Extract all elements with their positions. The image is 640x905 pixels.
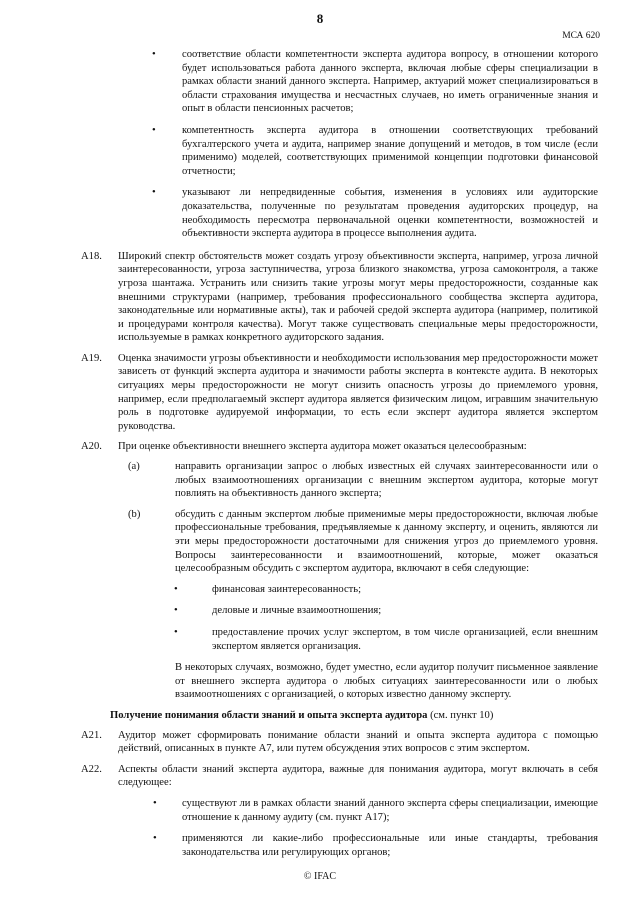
paragraph-a20 (81, 440, 598, 454)
paragraph-text: Широкий спектр обстоятельств может создать угрозу объективности эксперта, например, угроза личной заинтересованности, угроза заступничества, угроза близкого знакомства, угроза самоконтроля, а также угроза шантажа. Устранить или снизить такие угрозы могут меры предосторожности, созданные как внешними структурами (например, требования профессионального сообщества эксперта аудитора, законодательные или нормативные акты), так и рабочей средой эксперта аудитора (например, политикой и процедурами контроля качества). Могут также существовать специальные меры предосторожности, используемые в рамках конкретного аудиторского задания. (118, 250, 598, 344)
list-item-text: деловые и личные взаимоотношения; (212, 605, 382, 617)
list-item-text: указывают ли непредвиденные события, изменения в условиях или аудиторские доказательства, полученные по результатам проведения аудиторских процедур, на необходимость пересмотра первоначальной оценки компетентности, возможностей и объективности эксперта аудитора в процессе выполнения аудита. (182, 187, 598, 240)
bullet-icon: • (152, 124, 156, 136)
paragraph-a22 (81, 763, 598, 790)
list-item-text: компетентность эксперта аудитора в отношении соответствующих требований бухгалтерского учета и аудита, например знание допущений и методов, в том числе (если применимо) моделей, соответствующих применимой концепции подготовки финансовой отчетности; (182, 124, 598, 177)
list-item-text: соответствие области компетентности эксперта аудитора вопросу, в отношении которого будет использоваться работа данного эксперта, включая любые сферы специализации в рамках области знаний данного эксперта. Например, актуарий может специализироваться в области страхования имущества и несчастных случаев, но иметь ограниченные знания и опыт в области пенсионных расчетов; (182, 49, 598, 115)
section-heading-title: Получение понимания области знаний и опыта эксперта аудитора (110, 709, 428, 721)
paragraph-number: A20. (81, 441, 102, 453)
page-number: 8 (316, 11, 324, 26)
list-item (153, 832, 598, 859)
sub-item-label: (a) (128, 461, 140, 473)
list-item-text: предоставление прочих услуг экспертом, в том числе организацией, если внешним экспертом является организация. (212, 626, 598, 652)
footer-copyright: © IFAC (303, 871, 337, 882)
bullet-icon: • (174, 583, 178, 595)
bullet-icon: • (152, 187, 156, 199)
paragraph-text: Аспекты области знаний эксперта аудитора, важные для понимания аудитора, могут включать в себя следующее: (118, 763, 598, 789)
list-item (118, 124, 598, 178)
sub-item-label: (b) (128, 508, 141, 520)
list-item (174, 604, 598, 618)
paragraph-text: При оценке объективности внешнего эксперта аудитора может оказаться целесообразным: (118, 441, 527, 453)
document-code: МСА 620 (562, 31, 600, 41)
list-item (153, 797, 598, 824)
section-heading-ref: (см. пункт 10) (430, 709, 494, 721)
list-item (118, 186, 598, 240)
paragraph-text: Аудитор может сформировать понимание области знаний и опыта эксперта аудитора с помощью действий, описанных в пункте A7, или путем обсуждения этих вопросов с этим экспертом. (118, 729, 598, 755)
paragraph-text: Оценка значимости угрозы объективности и необходимости использования мер предосторожности может зависеть от функций эксперта аудитора и значимости работы эксперта в контексте аудита. В некоторых ситуациях меры предосторожности не могут снизить опасность угрозы до приемлемого уровня, например, если предполагаемый эксперт аудитора является физическим лицом, игравшим значительную роль в подготовке аудируемой информации, то есть если эксперт аудитора является экспертом руководства. (118, 352, 598, 432)
paragraph-number: A19. (81, 352, 102, 364)
sub-item-a (118, 460, 598, 501)
bullet-icon: • (152, 49, 156, 60)
list-item (174, 626, 598, 653)
bullet-icon: • (174, 626, 178, 638)
paragraph-a21 (81, 729, 598, 756)
sub-item-text: обсудить с данным экспертом любые применимые меры предосторожности, включая любые профессиональные требования, предъявляемые к данному эксперту, и оценить, являются ли эти меры предосторожности достаточными для снижения угроз до приемлемого уровня. Вопросы заинтересованности и взаимоотношений, которые, может оказаться целесообразным обсудить с экспертом аудитора, включают в себя следующие: (175, 508, 598, 575)
list-item-text: финансовая заинтересованность; (212, 583, 362, 595)
paragraph-number: A18. (81, 250, 102, 262)
bullet-icon: • (174, 605, 178, 617)
paragraph-number: A21. (81, 729, 102, 741)
sub-item-closing (118, 661, 598, 702)
bullet-icon: • (153, 833, 157, 845)
bullet-icon: • (153, 797, 157, 809)
sub-item-b (118, 508, 598, 576)
list-item-text: существуют ли в рамках области знаний данного эксперта сферы специализации, имеющие отношение к данному аудиту (см. пункт A17); (182, 797, 598, 823)
document-body (81, 48, 598, 867)
paragraph-number: A22. (81, 763, 102, 775)
sub-item-text: направить организации запрос о любых известных ей случаях заинтересованности или о любых взаимоотношениях организации с внешним экспертом аудитора, которые могут повлиять на объективность данного эксперта; (175, 461, 598, 500)
list-item (118, 48, 598, 116)
paragraph-a18 (81, 250, 598, 345)
paragraph-a19 (81, 352, 598, 434)
paragraph-text: В некоторых случаях, возможно, будет уместно, если аудитор получит письменное заявление от внешнего эксперта аудитора о любых ситуациях заинтересованности или о любых взаимоотношениях с организацией, о которых известно данному эксперту. (175, 662, 598, 701)
section-heading (110, 709, 598, 723)
list-item-text: применяются ли какие-либо профессиональные или иные стандарты, требования законодательства или регулирующих органов; (182, 833, 598, 858)
list-item (174, 583, 598, 597)
